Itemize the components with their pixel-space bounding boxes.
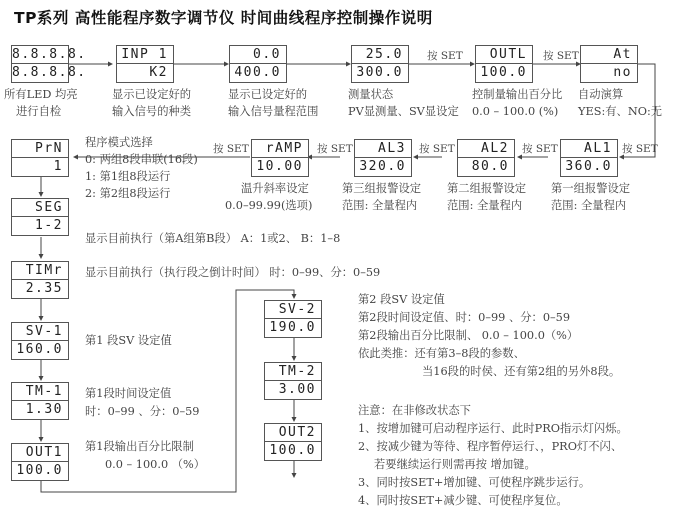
alarm-3-desc-1: 第三组报警设定 (342, 182, 422, 195)
display-top: 25.0 (352, 46, 408, 64)
sv-1-desc: 第1 段SV 设定值 (85, 334, 172, 347)
selftest-desc-2: 进行自检 (16, 105, 62, 118)
display-sv-2 (264, 300, 322, 338)
time-1-desc-2: 时：0–99 、分：0–59 (85, 405, 200, 418)
display-timer (11, 261, 69, 299)
set-label: 按 SET (522, 143, 558, 155)
input-range-desc-2: 输入信号量程范围 (228, 105, 319, 118)
set-label: 按 SET (543, 50, 579, 62)
ramp-desc-1: 温升斜率设定 (241, 182, 309, 195)
alarm-3-desc-2: 范围: 全量程内 (342, 199, 418, 212)
ramp-desc-2: 0.0–99.99(选项) (225, 199, 313, 212)
display-program-mode (11, 139, 69, 177)
display-top: OUT1 (12, 444, 68, 462)
set-label: 按 SET (622, 143, 658, 155)
display-segment (11, 198, 69, 236)
display-time-1 (11, 382, 69, 420)
alarm-1-desc-1: 第一组报警设定 (551, 182, 631, 195)
set-label: 按 SET (317, 143, 353, 155)
seg2-note-1: 第2 段SV 设定值 (358, 293, 445, 306)
display-bottom: 1.30 (25, 402, 63, 417)
display-top: TM-2 (265, 363, 321, 381)
display-bottom: 1 (53, 159, 63, 174)
display-top: TM-1 (12, 383, 68, 401)
note-4: 4、同时按SET+减少键、可使程序复位。 (358, 494, 568, 507)
display-top: SV-1 (12, 323, 68, 341)
display-bottom: K2 (149, 65, 168, 80)
display-bottom: 80.0 (471, 159, 509, 174)
set-label: 按 SET (213, 143, 249, 155)
display-bottom: 100.0 (480, 65, 527, 80)
note-3: 3、同时按SET+增加键、可使程序跳步运行。 (358, 476, 591, 489)
display-alarm-2 (457, 139, 515, 177)
measure-desc-1: 测量状态 (348, 88, 394, 101)
display-top: OUTL (476, 46, 532, 64)
program-mode-desc-1: 程序模式选择 (85, 136, 153, 149)
display-input-type (116, 45, 174, 83)
display-top: SEG (12, 199, 68, 217)
display-top: AL1 (561, 140, 617, 158)
program-mode-desc-3: 1: 第1组8段运行 (85, 170, 171, 183)
program-mode-desc-4: 2: 第2组8段运行 (85, 187, 171, 200)
input-type-desc-1: 显示已设定好的 (112, 88, 192, 101)
set-label: 按 SET (419, 143, 455, 155)
display-top: rAMP (252, 140, 308, 158)
out-1-desc-2: 0.0 – 100.0 （%） (105, 458, 206, 471)
display-bottom: 100.0 (269, 443, 316, 458)
display-bottom: 320.0 (359, 159, 406, 174)
input-range-desc-1: 显示已设定好的 (228, 88, 308, 101)
seg2-note-4: 依此类推：还有第3–8段的参数、 (358, 347, 525, 360)
display-autotune (580, 45, 638, 83)
seg2-note-3: 第2段输出百分比限制、 0.0 – 100.0（%） (358, 329, 579, 342)
alarm-1-desc-2: 范围: 全量程内 (551, 199, 627, 212)
note-heading: 注意：在非修改状态下 (358, 404, 471, 417)
seg2-note-2: 第2段时间设定值、时：0–99 、分：0–59 (358, 311, 571, 324)
display-output-limit (475, 45, 533, 83)
note-2-cont: 若要继续运行则需再按 增加键。 (374, 458, 536, 471)
display-bottom: 190.0 (269, 320, 316, 335)
display-bottom: 360.0 (565, 159, 612, 174)
output-limit-desc-1: 控制量输出百分比 (472, 88, 563, 101)
note-2: 2、按减少键为等待、程序暂停运行、，PRO灯不闪、 (358, 440, 623, 453)
display-top: PrN (12, 140, 68, 158)
display-selftest (11, 45, 87, 83)
selftest-desc-1: 所有LED 均亮 (4, 88, 78, 101)
note-1: 1、按增加键可启动程序运行、此时PRO指示灯闪烁。 (358, 422, 628, 435)
display-top: AL3 (355, 140, 411, 158)
display-bottom: 400.0 (234, 65, 281, 80)
seg2-note-5: 当16段的时侯、还有第2组的另外8段。 (422, 365, 621, 378)
autotune-desc-2: YES:有、NO:无 (578, 105, 663, 118)
display-bottom: 8.8.8.8. (12, 65, 87, 80)
set-label: 按 SET (427, 50, 463, 62)
display-top: OUT2 (265, 424, 321, 442)
timer-desc: 显示目前执行（执行段之倒计时间） 时：0–99、分：0–59 (85, 266, 381, 279)
display-bottom: 1-2 (35, 218, 63, 233)
display-sv-1 (11, 322, 69, 360)
output-limit-desc-2: 0.0 – 100.0 (%) (472, 105, 559, 118)
display-ramp (251, 139, 309, 177)
out-1-desc-1: 第1段输出百分比限制 (85, 440, 194, 453)
display-out-1 (11, 443, 69, 481)
display-top: At (581, 46, 637, 64)
display-bottom: 300.0 (356, 65, 403, 80)
display-bottom: 100.0 (16, 463, 63, 478)
page-title: TP系列 高性能程序数字调节仪 时间曲线程序控制操作说明 (14, 9, 433, 27)
display-top: AL2 (458, 140, 514, 158)
alarm-2-desc-1: 第二组报警设定 (447, 182, 527, 195)
measure-desc-2: PV显测量、SV显设定 (348, 105, 459, 118)
display-bottom: 10.00 (256, 159, 303, 174)
display-time-2 (264, 362, 322, 400)
input-type-desc-2: 输入信号的种类 (112, 105, 192, 118)
display-measure (351, 45, 409, 83)
segment-desc: 显示目前执行（第A组第B段） A：1或2、 B：1–8 (85, 232, 341, 245)
time-1-desc-1: 第1段时间设定值 (85, 387, 172, 400)
display-top: TIMr (12, 262, 68, 280)
display-bottom: 160.0 (16, 342, 63, 357)
autotune-desc-1: 自动演算 (578, 88, 624, 101)
display-top: 0.0 (230, 46, 286, 64)
display-top: INP 1 (117, 46, 173, 64)
display-bottom: 2.35 (25, 281, 63, 296)
program-mode-desc-2: 0: 两组8段串联(16段) (85, 153, 198, 166)
alarm-2-desc-2: 范围: 全量程内 (447, 199, 523, 212)
display-top: 8.8.8.8. (12, 47, 87, 62)
display-bottom: 3.00 (278, 382, 316, 397)
display-top: SV-2 (265, 301, 321, 319)
display-bottom: no (613, 65, 632, 80)
display-alarm-3 (354, 139, 412, 177)
display-input-range (229, 45, 287, 83)
display-alarm-1 (560, 139, 618, 177)
display-out-2 (264, 423, 322, 461)
